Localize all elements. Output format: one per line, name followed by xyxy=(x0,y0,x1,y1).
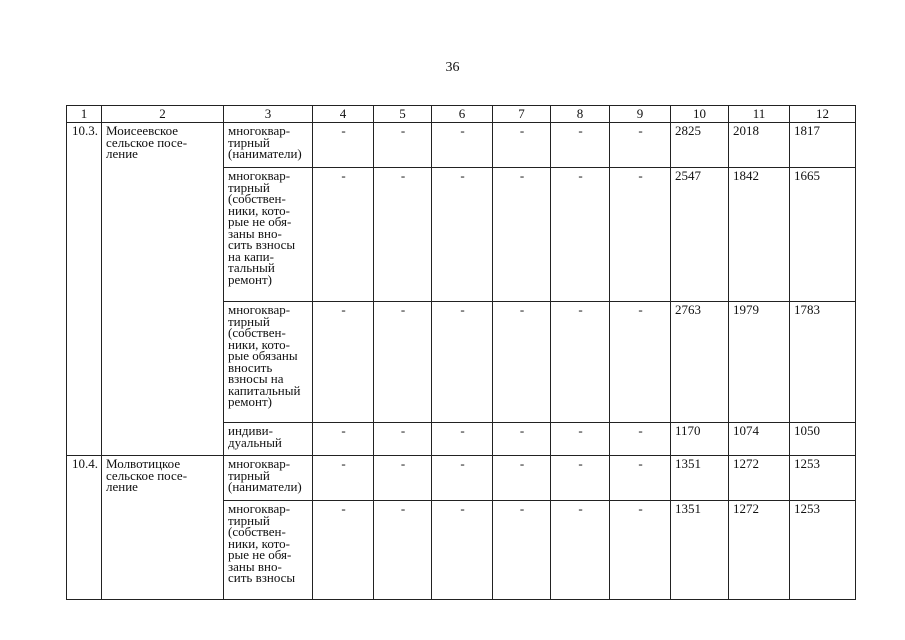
header-cell: 1 xyxy=(67,106,102,123)
tariff-table xyxy=(66,105,856,600)
header-cell: 4 xyxy=(313,106,374,123)
value-cell: - xyxy=(432,423,493,456)
value-cell: - xyxy=(493,456,551,501)
header-cell: 2 xyxy=(102,106,224,123)
value-cell: - xyxy=(610,456,671,501)
value-cell: - xyxy=(313,168,374,302)
value-cell: 1979 xyxy=(729,302,790,423)
value-cell: - xyxy=(610,168,671,302)
header-cell: 6 xyxy=(432,106,493,123)
value-cell: - xyxy=(551,456,610,501)
value-cell: 2825 xyxy=(671,123,729,168)
value-cell: 1351 xyxy=(671,456,729,501)
value-cell: - xyxy=(432,168,493,302)
value-cell: - xyxy=(313,423,374,456)
value-cell: - xyxy=(374,168,432,302)
value-cell: - xyxy=(493,423,551,456)
value-cell: - xyxy=(313,456,374,501)
value-cell: 1665 xyxy=(790,168,856,302)
value-cell: - xyxy=(551,423,610,456)
housing-type: индиви- дуальный xyxy=(224,423,313,456)
value-cell: 2018 xyxy=(729,123,790,168)
header-cell: 3 xyxy=(224,106,313,123)
value-cell: - xyxy=(374,302,432,423)
value-cell: 1842 xyxy=(729,168,790,302)
value-cell: 1351 xyxy=(671,501,729,600)
settlement-name: Моисеевское сельское посе- ление xyxy=(102,123,224,456)
value-cell: - xyxy=(610,501,671,600)
housing-type: многоквар- тирный (собствен- ники, кото- рые не обя- заны вно- сить взносы xyxy=(224,501,313,600)
value-cell: 2763 xyxy=(671,302,729,423)
value-cell: - xyxy=(313,123,374,168)
header-cell: 10 xyxy=(671,106,729,123)
value-cell: 1050 xyxy=(790,423,856,456)
value-cell: - xyxy=(432,123,493,168)
value-cell: - xyxy=(493,501,551,600)
header-cell: 7 xyxy=(493,106,551,123)
value-cell: 1253 xyxy=(790,456,856,501)
header-cell: 5 xyxy=(374,106,432,123)
value-cell: - xyxy=(493,302,551,423)
value-cell: - xyxy=(374,501,432,600)
header-row xyxy=(67,106,856,123)
header-cell: 12 xyxy=(790,106,856,123)
group-number: 10.3. xyxy=(67,123,102,456)
value-cell: - xyxy=(551,501,610,600)
table-row xyxy=(67,123,856,168)
value-cell: - xyxy=(551,302,610,423)
value-cell: - xyxy=(551,123,610,168)
value-cell: 2547 xyxy=(671,168,729,302)
value-cell: 1074 xyxy=(729,423,790,456)
header-cell: 8 xyxy=(551,106,610,123)
value-cell: - xyxy=(374,123,432,168)
value-cell: 1817 xyxy=(790,123,856,168)
page-number: 36 xyxy=(445,60,460,75)
housing-type: многоквар- тирный (собствен- ники, кото- рые обязаны вносить взносы на капитальный ремонт) xyxy=(224,302,313,423)
value-cell: 1783 xyxy=(790,302,856,423)
value-cell: 1170 xyxy=(671,423,729,456)
housing-type: многоквар- тирный (наниматели) xyxy=(224,123,313,168)
settlement-name: Молвотицкое сельское посе- ление xyxy=(102,456,224,600)
value-cell: - xyxy=(493,168,551,302)
housing-type: многоквар- тирный (наниматели) xyxy=(224,456,313,501)
value-cell: 1272 xyxy=(729,456,790,501)
value-cell: - xyxy=(374,456,432,501)
value-cell: - xyxy=(313,501,374,600)
value-cell: - xyxy=(493,123,551,168)
value-cell: - xyxy=(432,456,493,501)
value-cell: - xyxy=(432,501,493,600)
value-cell: - xyxy=(374,423,432,456)
group-number: 10.4. xyxy=(67,456,102,600)
header-cell: 9 xyxy=(610,106,671,123)
value-cell: - xyxy=(551,168,610,302)
value-cell: - xyxy=(610,123,671,168)
housing-type: многоквар- тирный (собствен- ники, кото- рые не обя- заны вно- сить взносы на капи- тальный ремонт) xyxy=(224,168,313,302)
value-cell: - xyxy=(610,302,671,423)
header-cell: 11 xyxy=(729,106,790,123)
table-row xyxy=(67,456,856,501)
value-cell: - xyxy=(313,302,374,423)
value-cell: - xyxy=(610,423,671,456)
value-cell: 1272 xyxy=(729,501,790,600)
value-cell: - xyxy=(432,302,493,423)
value-cell: 1253 xyxy=(790,501,856,600)
